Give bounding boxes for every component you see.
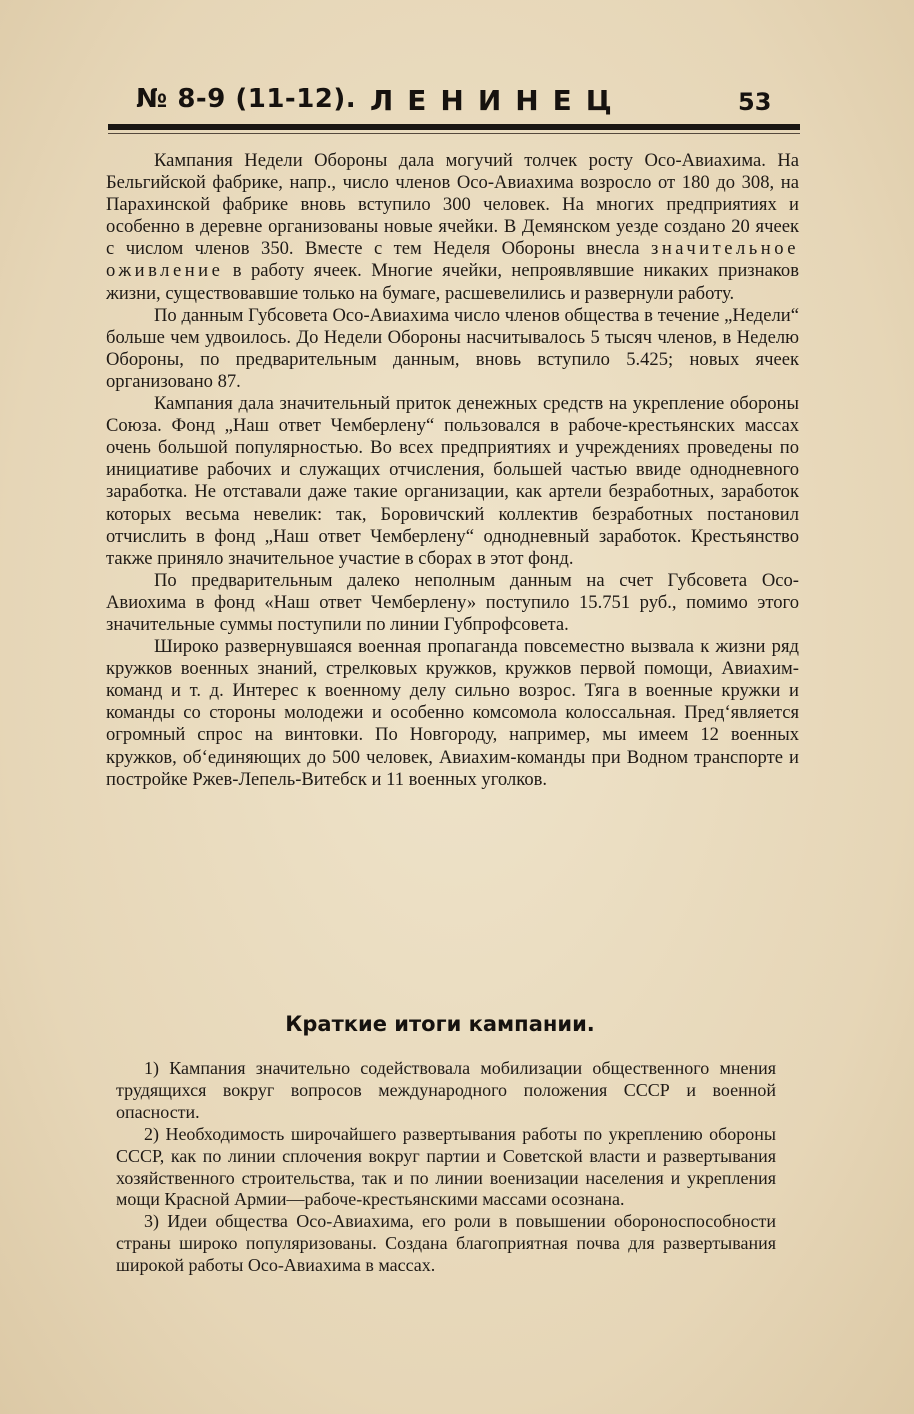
publication-title: ЛЕНИНЕЦ bbox=[370, 84, 626, 117]
header-rule bbox=[108, 124, 800, 130]
summary-item-3: 3) Идеи общества Осо-Авиахима, его роли в повышении обороноспособности страны широко популяризованы. Создана благоприятная почва для развертывания широкой работы Осо-Авиахима в массах. bbox=[116, 1211, 776, 1276]
paragraph-2: По данным Губсовета Осо-Авиахима число членов общества в течение „Недели“ больше чем удвоилось. До Недели Обороны насчитывалось 5 тысяч членов, в Неделю Обороны, по предварительным данным, вновь вступило 5.425; новых ячеек организовано 87. bbox=[106, 304, 799, 392]
paragraph-1-start: Кампания Недели Обороны дала могучий толчек росту Осо-Авиахима. На Бельгийской фабрике, напр., число членов Осо-Авиахима возросло от 180 до 308, на Парахинской фабрике вновь вступило 300 человек. На многих предприятиях и особенно в деревне организованы новые ячейки. В Демянском уезде создано 20 ячеек с числом членов 350. Вместе с тем Неделя Обороны внесла bbox=[106, 150, 799, 260]
section-heading: Краткие итоги кампании. bbox=[285, 1012, 595, 1036]
paragraph-5: Широко развернувшаяся военная пропаганда повсеместно вызвала к жизни ряд кружков военных знаний, стрелковых кружков, кружков первой помощи, Авиахим-команд и т. д. Интерес к военному делу сильно возрос. Тяга в военные кружки и команды со стороны молодежи и особенно комсомола колоссальная. Пред‘является огромный спрос на винтовки. По Новгороду, например, мы имеем 12 военных кружков, об‘единяющих до 500 человек, Авиахим-команды при Водном транспорте и постройке Ржев-Лепель-Витебск и 11 военных уголков. bbox=[106, 636, 799, 790]
paragraph-1 bbox=[106, 150, 799, 305]
paragraph-3: Кампания дала значительный приток денежных средств на укрепление обороны Союза. Фонд „Наш ответ Чемберлену“ пользовался в рабоче-крестьянских массах очень большой популярностью. Во всех предприятиях и учреждениях проведены по инициативе рабочих и служащих отчисления, большей частью ввиде однодневного заработка. Не отставали даже такие организации, как артели безработных, заработок которых весьма невелик: так, Боровичский коллектив безработных постановил отчислить в фонд „Наш ответ Чемберлену“ однодневный заработок. Крестьянство также приняло значительное участие в сборах в этот фонд. bbox=[106, 393, 799, 569]
page-header bbox=[136, 84, 776, 124]
paragraph-4: По предварительным далеко неполным данным на счет Губсовета Осо-Авиохима в фонд «Наш ответ Чемберлену» поступило 15.751 руб., помимо этого значительные суммы поступили по линии Губпрофсовета. bbox=[106, 569, 799, 635]
issue-number: № 8-9 (11-12). bbox=[136, 84, 357, 114]
paragraph-1-end: в работу ячеек. Многие ячейки, непроявлявшие никаких признаков жизни, существовавшие только на бумаге, расшевелились и развернули работу. bbox=[106, 260, 799, 304]
summary-item-2: 2) Необходимость широчайшего развертывания работы по укреплению обороны СССР, как по линии сплочения вокруг партии и Советской власти и развертывания хозяйственного строительства, так и по линии военизации населения и укрепления мощи Красной Армии—рабоче-крестьянскими массами осознана. bbox=[116, 1123, 776, 1210]
summary-list bbox=[116, 1058, 776, 1277]
emphasized-phrase: значительное оживление bbox=[106, 238, 799, 282]
article-body bbox=[106, 150, 799, 791]
header-rule-thin bbox=[108, 133, 800, 134]
summary-item-1: 1) Кампания значительно содействовала мобилизации общественного мнения трудящихся вокруг вопросов международного положения СССР и военной опасности. bbox=[116, 1058, 776, 1122]
page-number: 53 bbox=[738, 88, 772, 116]
